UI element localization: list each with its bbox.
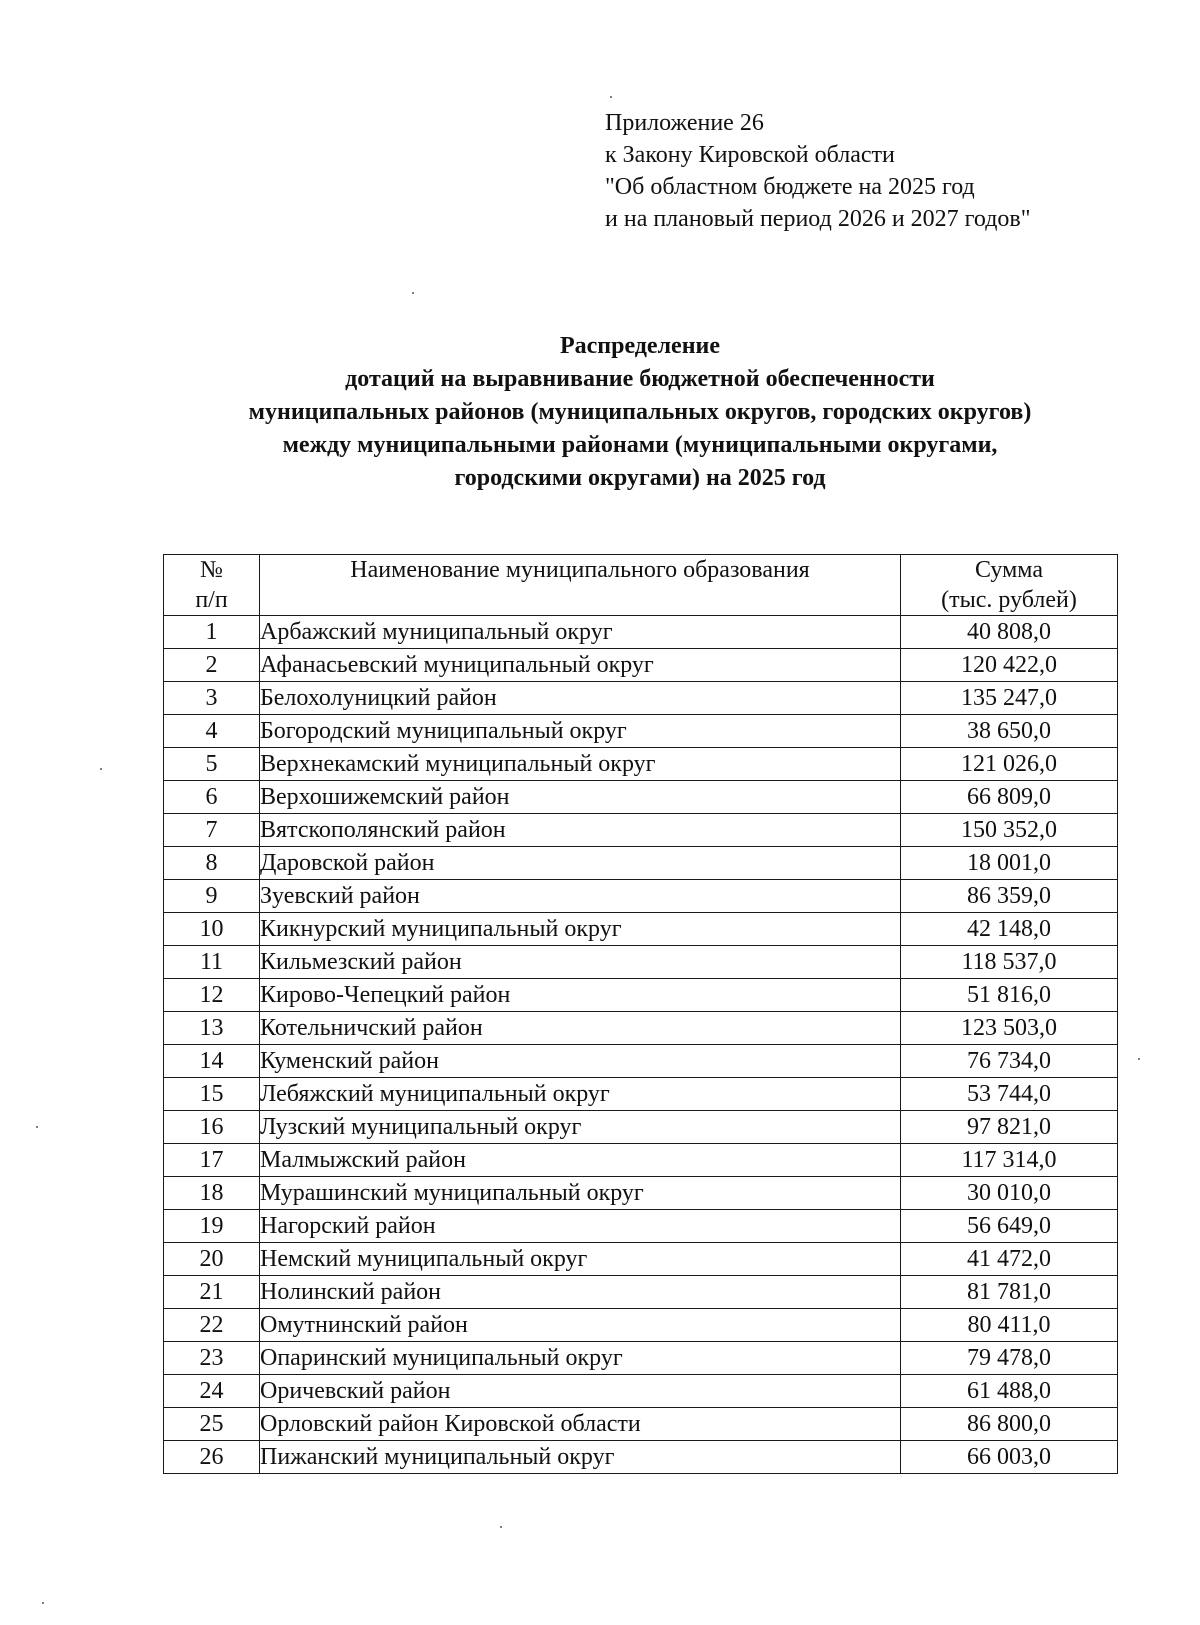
- table-header-row: [164, 555, 1118, 616]
- row-sum: 38 650,0: [901, 715, 1118, 748]
- row-name: Орловский район Кировской области: [260, 1408, 901, 1441]
- row-sum: 121 026,0: [901, 748, 1118, 781]
- row-sum: 18 001,0: [901, 847, 1118, 880]
- row-name: Кикнурский муниципальный округ: [260, 913, 901, 946]
- header-number-line2: п/п: [195, 587, 228, 613]
- table-row: [164, 1243, 1118, 1276]
- header-number-line1: №: [200, 557, 223, 583]
- row-name: Пижанский муниципальный округ: [260, 1441, 901, 1474]
- title-line: дотаций на выравнивание бюджетной обеспеченности: [345, 366, 935, 392]
- row-name: Даровской район: [260, 847, 901, 880]
- row-number: 24: [164, 1375, 260, 1408]
- table-row: [164, 1441, 1118, 1474]
- row-name: Немский муниципальный округ: [260, 1243, 901, 1276]
- row-sum: 30 010,0: [901, 1177, 1118, 1210]
- row-number: 23: [164, 1342, 260, 1375]
- row-name: Куменский район: [260, 1045, 901, 1078]
- row-name: Кирово-Чепецкий район: [260, 979, 901, 1012]
- row-number: 14: [164, 1045, 260, 1078]
- row-sum: 86 359,0: [901, 880, 1118, 913]
- scan-speck: [610, 96, 612, 98]
- row-sum: 42 148,0: [901, 913, 1118, 946]
- row-sum: 41 472,0: [901, 1243, 1118, 1276]
- row-number: 13: [164, 1012, 260, 1045]
- scan-speck: [500, 1526, 502, 1528]
- row-sum: 123 503,0: [901, 1012, 1118, 1045]
- table-row: [164, 913, 1118, 946]
- table-row: [164, 880, 1118, 913]
- row-sum: 66 809,0: [901, 781, 1118, 814]
- table-row: [164, 682, 1118, 715]
- row-number: 17: [164, 1144, 260, 1177]
- table-row: [164, 1045, 1118, 1078]
- row-name: Оричевский район: [260, 1375, 901, 1408]
- document-title: [0, 330, 1200, 495]
- row-sum: 80 411,0: [901, 1309, 1118, 1342]
- row-name: Котельничский район: [260, 1012, 901, 1045]
- row-sum: 51 816,0: [901, 979, 1118, 1012]
- distribution-table: [163, 554, 1118, 1474]
- annex-line: Приложение 26: [605, 110, 764, 136]
- table-row: [164, 814, 1118, 847]
- table-row: [164, 1078, 1118, 1111]
- row-name: Опаринский муниципальный округ: [260, 1342, 901, 1375]
- header-name: Наименование муниципального образования: [260, 555, 901, 616]
- table-row: [164, 616, 1118, 649]
- scan-speck: [412, 292, 414, 294]
- table-row: [164, 1012, 1118, 1045]
- scan-speck: [36, 1126, 38, 1128]
- row-number: 18: [164, 1177, 260, 1210]
- header-sum-line2: (тыс. рублей): [941, 587, 1077, 613]
- table-body: [164, 616, 1118, 1474]
- row-name: Омутнинский район: [260, 1309, 901, 1342]
- scan-speck: [42, 1602, 44, 1604]
- header-sum-line1: Сумма: [975, 557, 1043, 583]
- annex-line: "Об областном бюджете на 2025 год: [605, 174, 975, 200]
- row-sum: 40 808,0: [901, 616, 1118, 649]
- row-number: 2: [164, 649, 260, 682]
- row-sum: 56 649,0: [901, 1210, 1118, 1243]
- table-row: [164, 649, 1118, 682]
- table-row: [164, 1111, 1118, 1144]
- row-number: 20: [164, 1243, 260, 1276]
- table-row: [164, 1309, 1118, 1342]
- row-sum: 86 800,0: [901, 1408, 1118, 1441]
- row-name: Лузский муниципальный округ: [260, 1111, 901, 1144]
- table-row: [164, 1144, 1118, 1177]
- row-name: Верхошижемский район: [260, 781, 901, 814]
- row-sum: 53 744,0: [901, 1078, 1118, 1111]
- table-row: [164, 979, 1118, 1012]
- row-name: Богородский муниципальный округ: [260, 715, 901, 748]
- table-row: [164, 1276, 1118, 1309]
- row-name: Белохолуницкий район: [260, 682, 901, 715]
- annex-line: к Закону Кировской области: [605, 142, 895, 168]
- row-number: 26: [164, 1441, 260, 1474]
- row-number: 11: [164, 946, 260, 979]
- table-row: [164, 1342, 1118, 1375]
- row-name: Зуевский район: [260, 880, 901, 913]
- row-sum: 81 781,0: [901, 1276, 1118, 1309]
- row-sum: 120 422,0: [901, 649, 1118, 682]
- row-number: 9: [164, 880, 260, 913]
- row-number: 15: [164, 1078, 260, 1111]
- table-row: [164, 1375, 1118, 1408]
- row-number: 7: [164, 814, 260, 847]
- row-name: Малмыжский район: [260, 1144, 901, 1177]
- table-row: [164, 1177, 1118, 1210]
- row-name: Мурашинский муниципальный округ: [260, 1177, 901, 1210]
- row-sum: 76 734,0: [901, 1045, 1118, 1078]
- annex-line: и на плановый период 2026 и 2027 годов": [605, 206, 1031, 232]
- row-name: Арбажский муниципальный округ: [260, 616, 901, 649]
- table-row: [164, 748, 1118, 781]
- row-name: Нагорский район: [260, 1210, 901, 1243]
- row-sum: 79 478,0: [901, 1342, 1118, 1375]
- row-number: 8: [164, 847, 260, 880]
- row-number: 25: [164, 1408, 260, 1441]
- row-number: 1: [164, 616, 260, 649]
- row-name: Нолинский район: [260, 1276, 901, 1309]
- header-number: [164, 555, 260, 616]
- row-sum: 135 247,0: [901, 682, 1118, 715]
- table-row: [164, 715, 1118, 748]
- header-sum: [901, 555, 1118, 616]
- row-name: Вятскополянский район: [260, 814, 901, 847]
- row-sum: 66 003,0: [901, 1441, 1118, 1474]
- row-number: 6: [164, 781, 260, 814]
- row-number: 4: [164, 715, 260, 748]
- row-sum: 97 821,0: [901, 1111, 1118, 1144]
- row-number: 19: [164, 1210, 260, 1243]
- row-name: Афанасьевский муниципальный округ: [260, 649, 901, 682]
- row-number: 10: [164, 913, 260, 946]
- row-number: 5: [164, 748, 260, 781]
- row-sum: 118 537,0: [901, 946, 1118, 979]
- table-row: [164, 946, 1118, 979]
- row-sum: 150 352,0: [901, 814, 1118, 847]
- table-row: [164, 1210, 1118, 1243]
- scan-speck: [100, 768, 102, 770]
- row-number: 22: [164, 1309, 260, 1342]
- row-name: Лебяжский муниципальный округ: [260, 1078, 901, 1111]
- row-sum: 117 314,0: [901, 1144, 1118, 1177]
- title-line: между муниципальными районами (муниципальными округами,: [282, 432, 998, 458]
- row-number: 21: [164, 1276, 260, 1309]
- row-sum: 61 488,0: [901, 1375, 1118, 1408]
- title-line: муниципальных районов (муниципальных округов, городских округов): [248, 399, 1032, 425]
- title-line: городскими округами) на 2025 год: [454, 465, 826, 491]
- row-number: 3: [164, 682, 260, 715]
- title-line: Распределение: [559, 333, 721, 359]
- row-number: 12: [164, 979, 260, 1012]
- scan-speck: [1138, 1058, 1140, 1060]
- row-name: Кильмезский район: [260, 946, 901, 979]
- table-row: [164, 781, 1118, 814]
- row-number: 16: [164, 1111, 260, 1144]
- table-row: [164, 847, 1118, 880]
- annex-block: [605, 107, 1031, 235]
- row-name: Верхнекамский муниципальный округ: [260, 748, 901, 781]
- table-row: [164, 1408, 1118, 1441]
